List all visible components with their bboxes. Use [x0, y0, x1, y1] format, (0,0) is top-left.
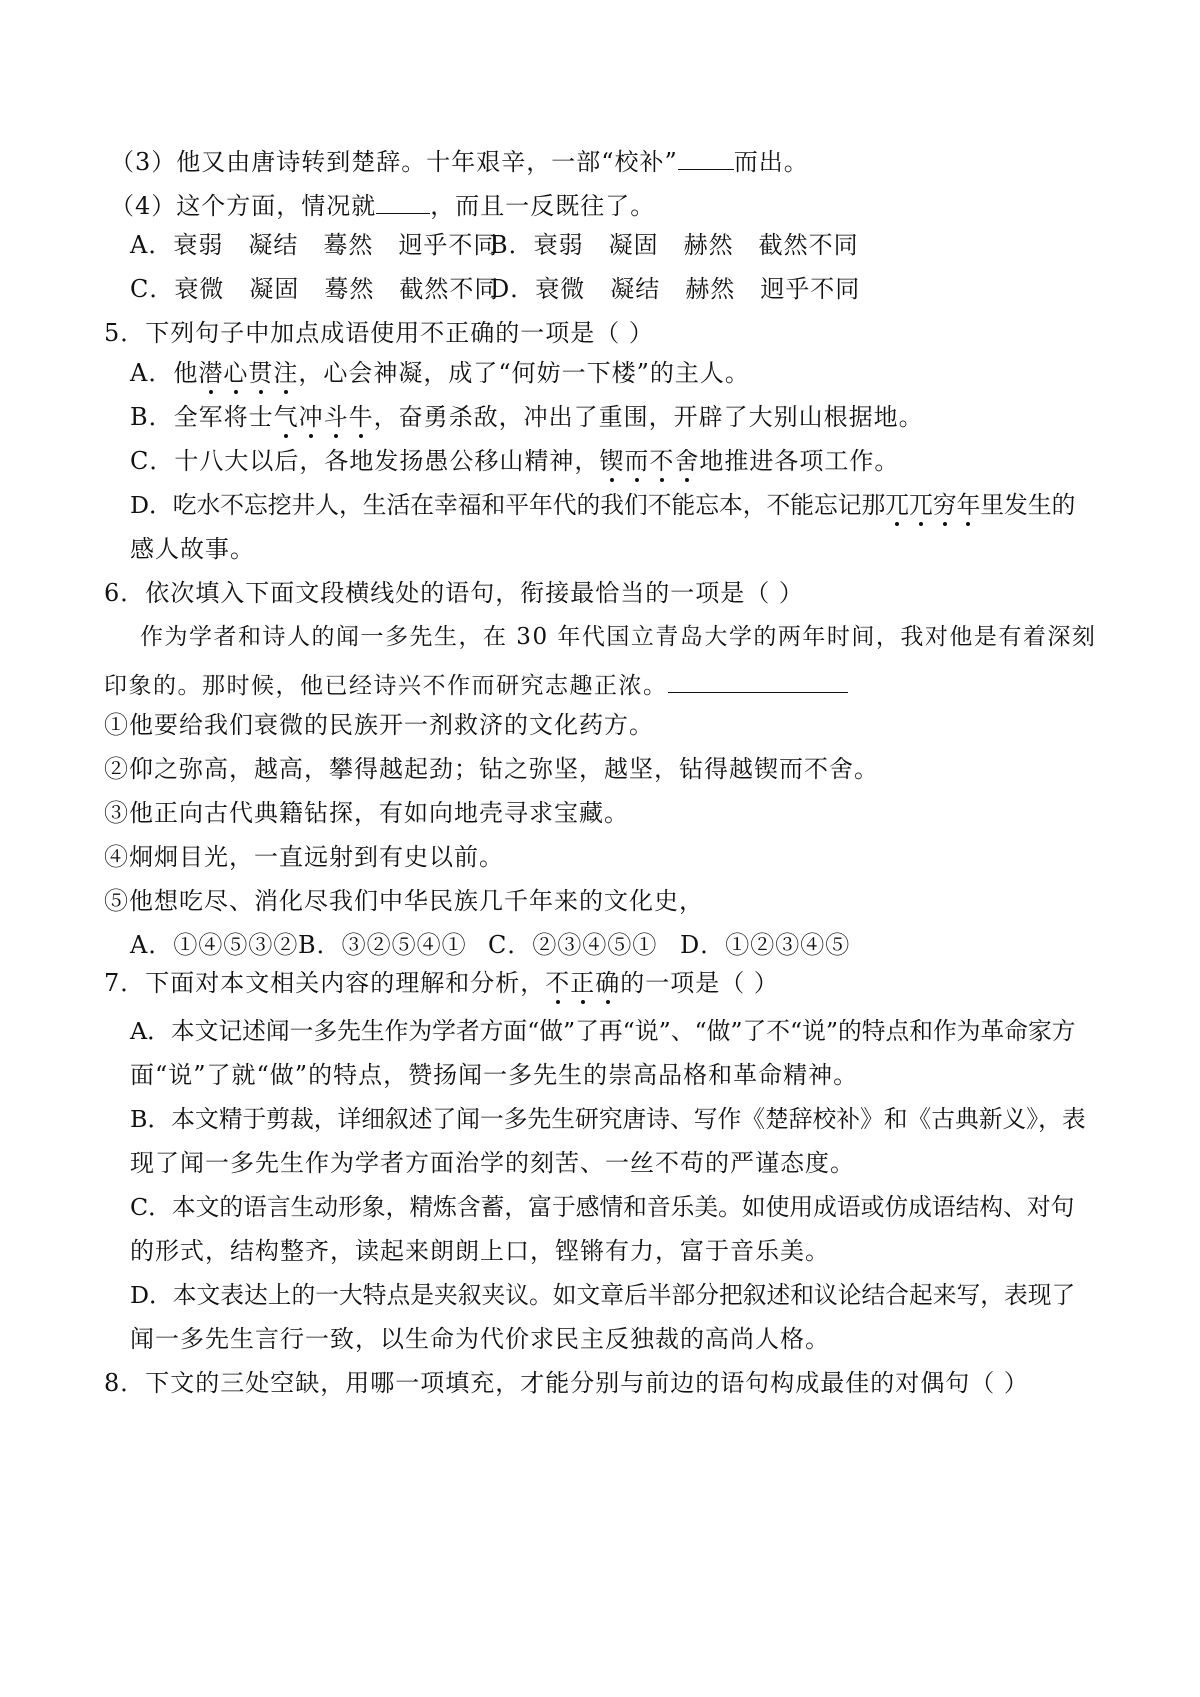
- dotted-char: 不: [545, 969, 571, 997]
- q6-option-d: D．①②③④⑤: [680, 931, 851, 959]
- dotted-char: 斗: [323, 403, 349, 431]
- option-a: A．衰弱 凝结 蓦然 迥乎不同: [130, 231, 499, 259]
- q7-stem: 7．下面对本文相关内容的理解和分析，不正确的一项是（ ）: [104, 969, 779, 997]
- dotted-char: 冲: [298, 403, 324, 431]
- dotted-char: 潜: [198, 359, 224, 387]
- option-d: D．衰微 凝结 赫然 迥乎不同: [490, 275, 861, 303]
- fill-blank: [678, 143, 734, 170]
- q7-option-d-line1: D．本文表达上的一大特点是夹叙夹议。如文章后半部分把叙述和议论结合起来写，表现了: [130, 1281, 1076, 1309]
- item-4-post: ，而且一反既往了。: [430, 192, 656, 220]
- item-4-pre: （4）这个方面，情况就: [110, 192, 377, 220]
- q8-stem: 8．下文的三处空缺，用哪一项填充，才能分别与前边的语句构成最佳的对偶句（ ）: [104, 1369, 1029, 1397]
- dotted-char: 确: [595, 969, 621, 997]
- q6-sentence-1: ①他要给我们衰微的民族开一剂救济的文化药方。: [104, 711, 654, 739]
- item-3: [110, 143, 809, 177]
- dotted-char: 穷: [932, 491, 957, 519]
- q7-option-a-line1: A．本文记述闻一多先生作为学者方面“做”了再“说”、“做”了不“说”的特点和作为革命家方: [130, 1017, 1076, 1045]
- option-b: B．衰弱 凝固 赫然 截然不同: [490, 231, 859, 259]
- q6-sentence-5: ⑤他想吃尽、消化尽我们中华民族几千年来的文化史，: [104, 887, 704, 915]
- item-3-pre: （3）他又由唐诗转到楚辞。十年艰辛，一部“校补”: [110, 148, 678, 176]
- dotted-char: 兀: [885, 491, 910, 519]
- dotted-char: 注: [273, 359, 299, 387]
- q7-option-b-line1: B．本文精于剪裁，详细叙述了闻一多先生研究唐诗、写作《楚辞校补》和《古典新义》，表: [130, 1105, 1086, 1133]
- q7-option-d-line2: 闻一多先生言行一致，以生命为代价求民主反独裁的高尚人格。: [130, 1325, 830, 1353]
- q5-option-b: B．全军将士气冲斗牛，奋勇杀敌，冲出了重围，开辟了大别山根据地。: [130, 403, 924, 431]
- dotted-char: 正: [570, 969, 596, 997]
- q6-option-a: A．①④⑤③②: [130, 931, 299, 959]
- q6-stem: 6．依次填入下面文段横线处的语句，衔接最恰当的一项是（ ）: [104, 579, 804, 607]
- q5-option-d-cont: 感人故事。: [130, 535, 255, 563]
- dotted-char: 心: [223, 359, 249, 387]
- q7-option-c-line2: 的形式，结构整齐，读起来朗朗上口，铿锵有力，富于音乐美。: [130, 1237, 830, 1265]
- dotted-char: 不: [649, 447, 675, 475]
- q6-passage-line1: 作为学者和诗人的闻一多先生，在 30 年代国立青岛大学的两年时间，我对他是有着深刻: [140, 624, 1097, 650]
- q7-option-b-line2: 现了闻一多先生作为学者方面治学的刻苦、一丝不苟的严谨态度。: [130, 1149, 855, 1177]
- q5-option-a: A．他潜心贯注，心会神凝，成了“何妨一下楼”的主人。: [130, 359, 750, 387]
- dotted-char: 锲: [599, 447, 625, 475]
- dotted-char: 贯: [248, 359, 274, 387]
- q6-sentence-3: ③他正向古代典籍钻探，有如向地壳寻求宝藏。: [104, 799, 629, 827]
- q6-option-c: C．②③④⑤①: [488, 931, 658, 959]
- q6-option-b: B．③②⑤④①: [298, 931, 467, 959]
- dotted-char: 而: [624, 447, 650, 475]
- q5-stem: 5．下列句子中加点成语使用不正确的一项是（ ）: [104, 319, 654, 347]
- dotted-char: 兀: [909, 491, 933, 519]
- q5-option-c: C．十八大以后，各地发扬愚公移山精神，锲而不舍地推进各项工作。: [130, 447, 900, 475]
- q5-option-d: D．吃水不忘挖井人，生活在幸福和平年代的我们不能忘本，不能忘记那兀兀穷年里发生的: [130, 491, 1076, 519]
- option-c: C．衰微 凝固 蓦然 截然不同: [130, 275, 500, 303]
- dotted-char: 牛: [348, 403, 374, 431]
- q6-sentence-4: ④炯炯目光，一直远射到有史以前。: [104, 843, 504, 871]
- q6-sentence-2: ②仰之弥高，越高，攀得越起劲；钻之弥坚，越坚，钻得越锲而不舍。: [104, 755, 879, 783]
- dotted-char: 年: [956, 491, 981, 519]
- dotted-char: 气: [273, 403, 299, 431]
- q7-option-a-line2: 面“说”了就“做”的特点，赞扬闻一多先生的崇高品格和革命精神。: [130, 1061, 859, 1089]
- q7-option-c-line1: C．本文的语言生动形象，精炼含蓄，富于感情和音乐美。如使用成语或仿成语结构、对句: [130, 1193, 1075, 1221]
- item-3-post: 而出。: [733, 148, 809, 176]
- q6-passage-line2: 印象的。那时候，他已经诗兴不作而研究志趣正浓。: [104, 666, 848, 701]
- item-4: [110, 187, 655, 221]
- dotted-char: 舍: [674, 447, 700, 475]
- fill-blank: [668, 666, 848, 693]
- fill-blank: [376, 187, 430, 214]
